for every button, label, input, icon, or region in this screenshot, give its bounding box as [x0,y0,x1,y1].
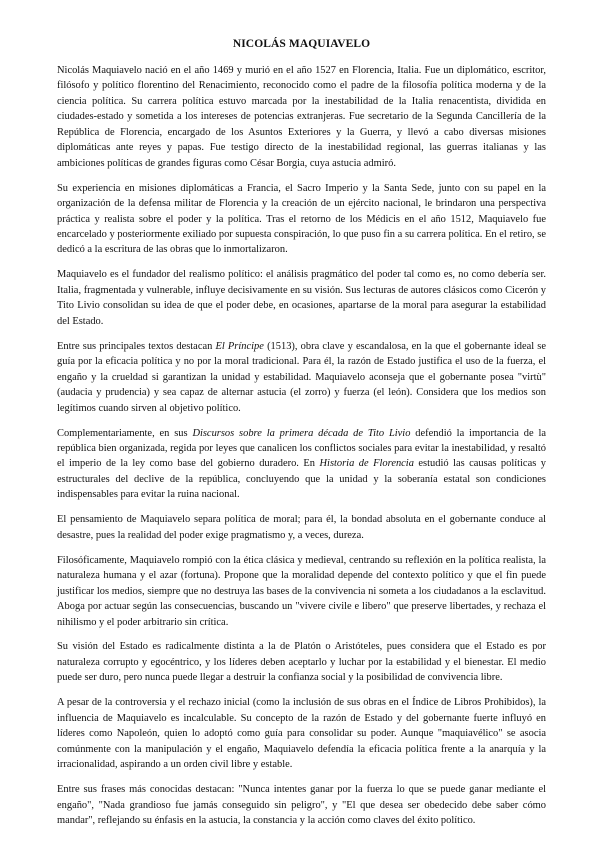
paragraph [57,63,546,171]
paragraph-text: Complementariamente, en sus [57,427,193,439]
paragraph [57,639,546,685]
italic-title-text: El Príncipe [215,340,264,352]
paragraph-text: defendió la importancia de la república bien organizada, regida por leyes que canalicen los conflictos sociales para evitar la inestabilidad, y resaltó el imperio de la ley como base del gobierno duradero. En [57,427,546,470]
paragraph [57,695,546,772]
paragraph-text: Entre sus frases más conocidas destacan: "Nunca intentes ganar por la fuerza lo que se puede ganar mediante el engaño", "Nada grandioso fue jamás conseguido sin peligro", y "El que desea ser obedecido debe saber cómo mandar", reflejando su énfasis en la astucia, la constancia y la acción como claves del éxito político. [57,784,546,826]
paragraph [57,782,546,828]
paragraph [57,339,546,416]
italic-title-text: Discursos sobre la primera década de Tito Livio [192,427,411,439]
paragraph [57,512,546,543]
paragraph-text: Su visión del Estado es radicalmente distinta a la de Platón o Aristóteles, pues considera que el Estado es por naturaleza corrupto y egocéntrico, y los líderes deben aceptarlo y luchar por la estabilidad y el bienestar. El medio puede ser duro, pero nunca puede llegar a destruir la confianza social y la posibilidad de convivencia libre. [57,641,546,684]
paragraph-text: Entre sus principales textos destacan [57,340,216,352]
paragraph-text: (1513), obra clave y escandalosa, en la que el gobernante ideal se guía por la eficacia política y no por la moral tradicional. Para él, la razón de Estado justifica el uso de la fuerza, el engaño y la crueldad si garantizan la unidad y estabilidad. Maquiavelo aconseja que el gobernante posea "virtù" (audacia y prudencia) y sea capaz de alternar astucia (el zorro) y fuerza (el león). Considera que los medios son legítimos cuando sirven al objetivo político. [57,340,546,414]
paragraph-text: A pesar de la controversia y el rechazo inicial (como la inclusión de sus obras en el Índice de Libros Prohibidos), la influencia de Maquiavelo es incalculable. Su concepto de la razón de Estado y del gobernante fuerte influyó en líderes como Napoleón, quien lo adoptó como guía para consolidar su poder. Aunque "maquiavélico" se asocia comúnmente con la manipulación y el engaño, Maquiavelo defendía la eficacia política frente a la anarquía y la irracionalidad, aspirando a un orden civil libre y estable. [57,697,546,771]
paragraph-text: Su experiencia en misiones diplomáticas a Francia, el Sacro Imperio y la Santa Sede, junto con su papel en la organización de la defensa militar de Florencia y la creación de un ejército nacional, le brindaron una perspectiva práctica y realista sobre el poder y la política. Tras el retorno de los Médicis en el año 1512, Maquiavelo fue encarcelado y posteriormente exiliado por supuesta conspiración, lo que puso fin a su carrera política. En el retiro, se dedicó a la escritura de las obras que lo inmortalizaron. [57,182,546,256]
italic-title-text: Historia de Florencia [319,458,414,470]
paragraph [57,181,546,258]
document-body [57,63,546,828]
paragraph [57,553,546,630]
document-title: NICOLÁS MAQUIAVELO [232,38,371,50]
paragraph-text: Maquiavelo es el fundador del realismo político: el análisis pragmático del poder tal como es, no como debería ser. Italia, fragmentada y vulnerable, influye decisivamente en su visión. Sus lecturas de autores clásicos como Cicerón y Tito Livio consolidan su idea de que el poder debe, en ocasiones, apartarse de la moral para asegurar la estabilidad del Estado. [57,269,546,327]
paragraph [57,426,546,503]
paragraph-text: Nicolás Maquiavelo nació en el año 1469 y murió en el año 1527 en Florencia, Italia. Fue un diplomático, escritor, filósofo y político florentino del Renacimiento, reconocido como el padre de la filosofía política moderna y de la ciencia política. Su carrera política estuvo marcada por la inestabilidad de la Italia renacentista, dividida en ciudades-estado y sometida a los intereses de potencias extranjeras. Fue secretario de la Segunda Cancillería de la República de Florencia, encargado de los Asuntos Exteriores y la Guerra, y llevó a cabo diversas misiones diplomáticas ante reyes y papas. Fue testigo directo de la inestabilidad regional, las guerras italianas y las ambiciones políticas de grandes figuras como César Borgia, cuya astucia admiró. [57,65,546,169]
paragraph-text: Filosóficamente, Maquiavelo rompió con la ética clásica y medieval, centrando su reflexión en la política realista, la naturaleza humana y el azar (fortuna). Propone que la moralidad depende del contexto político y que el fin puede justificar los medios, siempre que no destruya las bases de la convivencia ni someta a los ciudadanos a la esclavitud. Aboga por actuar según las consecuencias, buscando un "vivere civile e libero" que preserve libertades, y rechaza el nihilismo y el poder arbitrario sin crítica. [57,554,546,628]
paragraph [57,267,546,329]
paragraph-text: El pensamiento de Maquiavelo separa política de moral; para él, la bondad absoluta en el gobernante conduce al desastre, pues la realidad del poder exige pragmatismo y, a veces, dureza. [57,514,546,541]
paragraph-text: estudió las causas políticas y estructurales del declive de la república, concluyendo que la unidad y la soberanía estatal son condiciones indispensables para evitar la ruina nacional. [57,458,546,501]
